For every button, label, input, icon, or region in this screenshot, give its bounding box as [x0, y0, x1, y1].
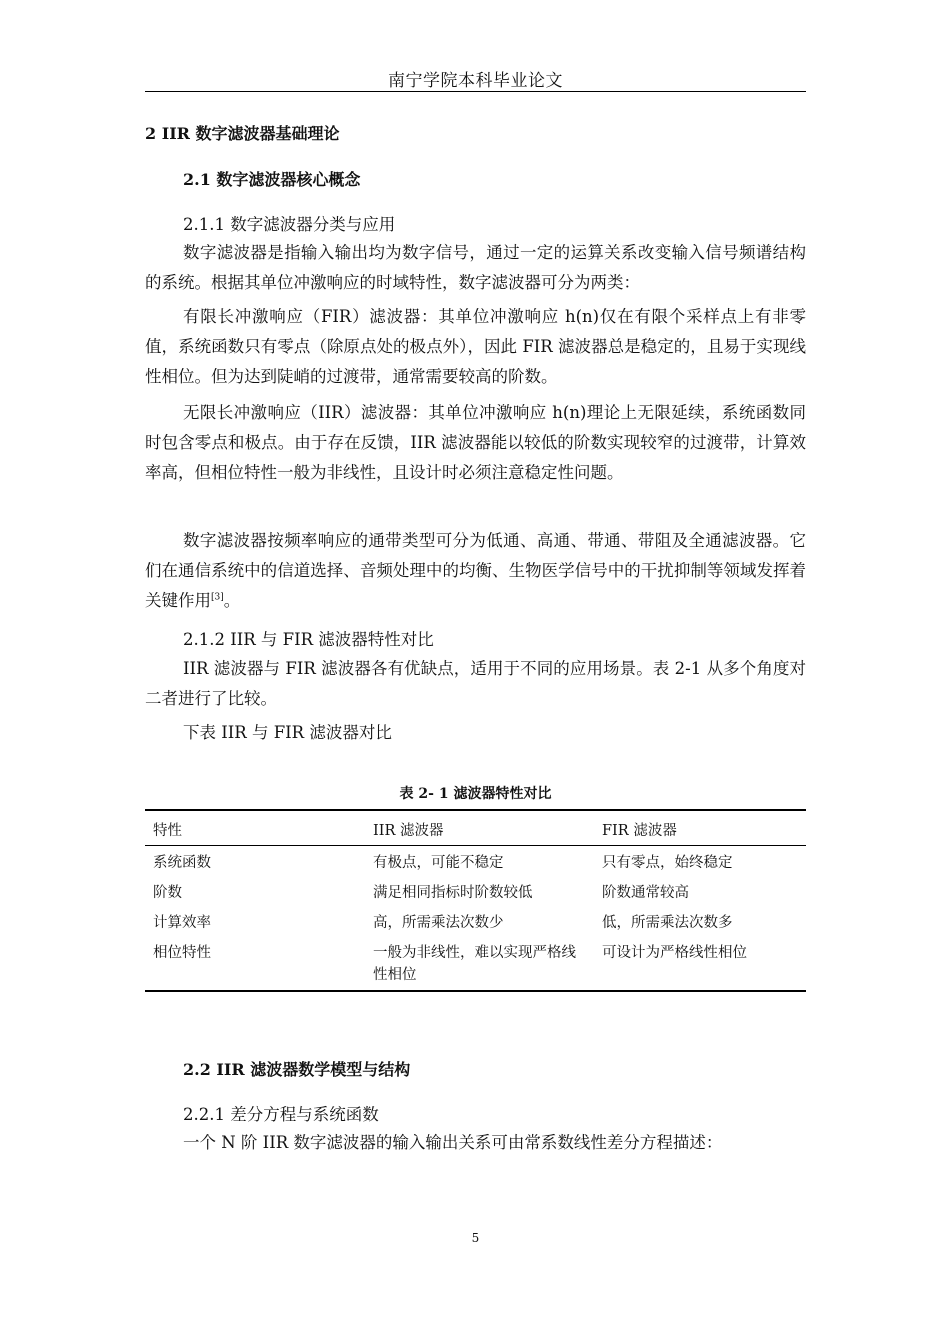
table-row: [145, 846, 806, 877]
table-cell: 可设计为严格线性相位: [594, 936, 806, 991]
subsubsection-heading-2-2-1: 2.2.1 差分方程与系统函数: [183, 1105, 379, 1124]
table-row: [145, 876, 806, 906]
subsubsection-heading-2-1-1: 2.1.1 数字滤波器分类与应用: [183, 215, 396, 234]
table-cell: 相位特性: [145, 936, 365, 991]
subsubsection-heading-2-1-2: 2.1.2 IIR 与 FIR 滤波器特性对比: [183, 630, 434, 649]
page-number: 5: [471, 1231, 480, 1245]
table-cell: 系统函数: [153, 855, 211, 871]
subsection-heading-2-2: 2.2 IIR 滤波器数学模型与结构: [183, 1060, 411, 1079]
subsection-heading-2-1: 2.1 数字滤波器核心概念: [183, 170, 361, 189]
table-caption: 表 2- 1 滤波器特性对比: [399, 786, 552, 802]
table-header-cell: IIR 滤波器: [365, 810, 594, 846]
section-heading: 2 IIR 数字滤波器基础理论: [145, 124, 340, 143]
paragraph-filter-types-end: 。: [223, 591, 241, 610]
table-cell: 低，所需乘法次数多: [602, 915, 733, 931]
table-cell: 阶数: [153, 885, 182, 901]
table-row: [145, 936, 806, 991]
table-header-cell: 特性: [145, 810, 365, 846]
paragraph-comparison: IIR 滤波器与 FIR 滤波器各有优缺点，适用于不同的应用场景。表 2-1 从多个角度对二者进行了比较。: [145, 659, 806, 708]
comparison-table: [145, 809, 806, 992]
paragraph-definition: 数字滤波器是指输入输出均为数字信号，通过一定的运算关系改变输入信号频谱结构的系统。根据其单位冲激响应的时域特性，数字滤波器可分为两类：: [145, 243, 806, 292]
table-cell: 高，所需乘法次数少: [373, 915, 504, 931]
table-cell: 满足相同指标时阶数较低: [373, 885, 533, 901]
table-cell: 有极点，可能不稳定: [373, 855, 504, 871]
table-header-row: [145, 810, 806, 846]
table-cell: 计算效率: [153, 915, 211, 931]
table-row: [145, 906, 806, 936]
paragraph-table-intro: 下表 IIR 与 FIR 滤波器对比: [183, 723, 392, 742]
table-cell: 阶数通常较高: [602, 885, 689, 901]
table-cell: 一般为非线性，难以实现严格线性相位: [365, 936, 594, 991]
table-header-cell: FIR 滤波器: [594, 810, 806, 846]
paragraph-filter-types-text: 数字滤波器按频率响应的通带类型可分为低通、高通、带通、带阻及全通滤波器。它们在通信系统中的信道选择、音频处理中的均衡、生物医学信号中的干扰抑制等领域发挥着关键作用: [145, 531, 806, 610]
paragraph-difference-equation: 一个 N 阶 IIR 数字滤波器的输入输出关系可由常系数线性差分方程描述：: [183, 1133, 723, 1152]
page-header-title: 南宁学院本科毕业论文: [388, 71, 563, 91]
citation-ref: [3]: [211, 592, 224, 603]
paragraph-iir: 无限长冲激响应（IIR）滤波器：其单位冲激响应 h(n)理论上无限延续，系统函数同时包含零点和极点。由于存在反馈，IIR 滤波器能以较低的阶数实现较窄的过渡带，计算效率高，但相位特性一般为非线性，且设计时必须注意稳定性问题。: [145, 403, 806, 482]
header-rule: [145, 91, 806, 92]
table-cell: 只有零点，始终稳定: [602, 855, 733, 871]
paragraph-fir: 有限长冲激响应（FIR）滤波器：其单位冲激响应 h(n)仅在有限个采样点上有非零值，系统函数只有零点（除原点处的极点外），因此 FIR 滤波器总是稳定的，且易于实现线性相位。但为达到陡峭的过渡带，通常需要较高的阶数。: [145, 307, 806, 386]
paragraph-filter-types: [145, 526, 806, 616]
